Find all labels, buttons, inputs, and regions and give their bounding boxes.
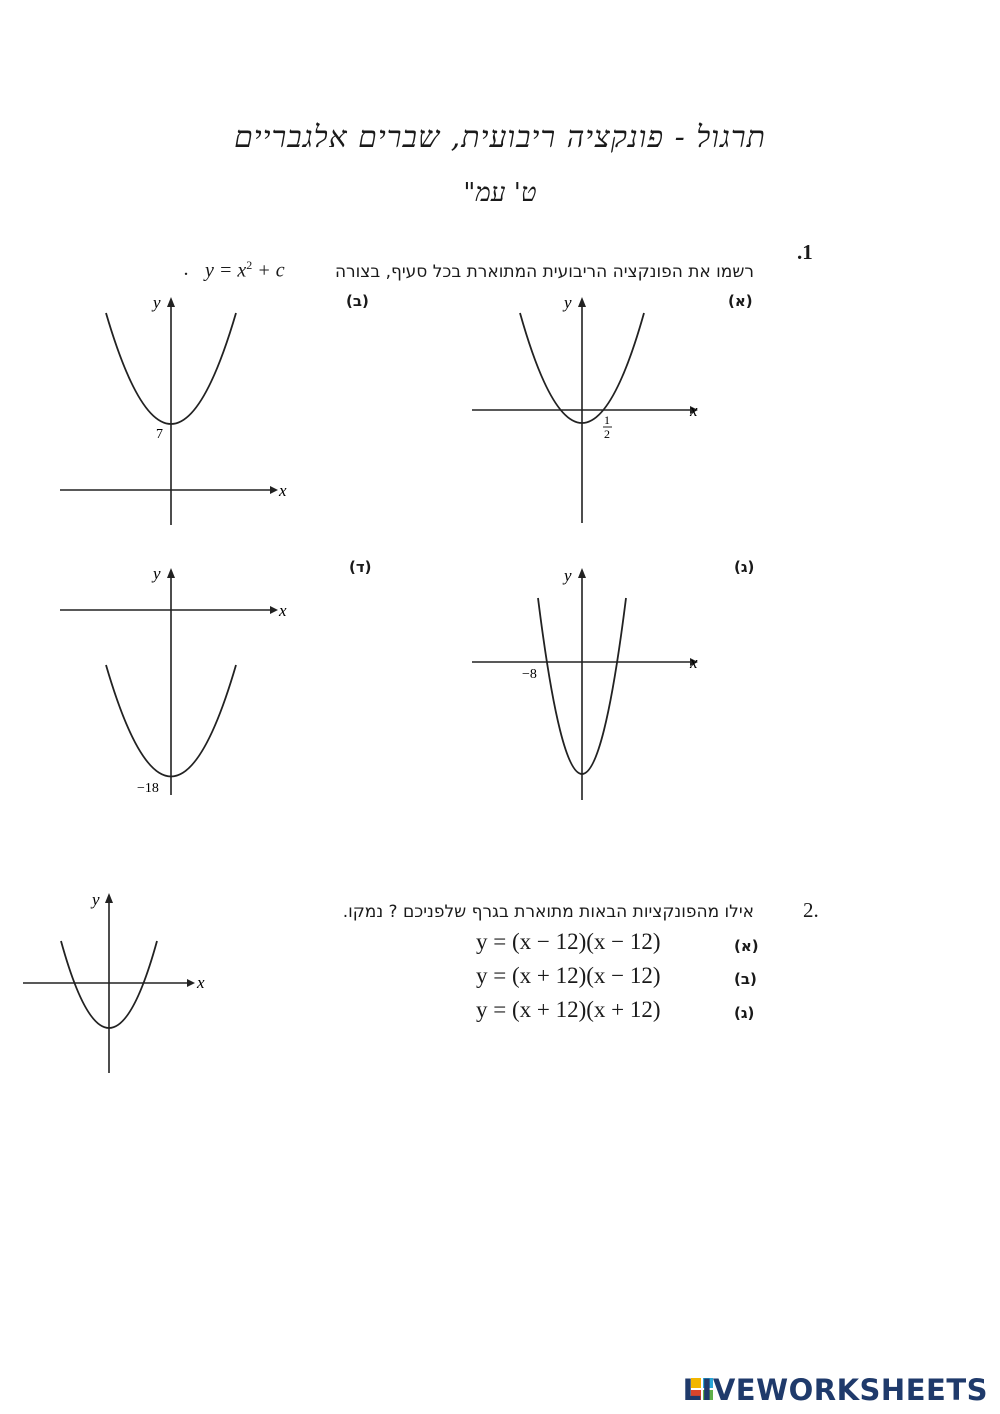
- question-1-text: רשמו את הפונקציה הריבועית המתוארת בכל סעיף, בצורה: [334, 262, 754, 282]
- question-2-text: אילו מהפונקציות הבאות מתוארת בגרף שלפניכם ? נמקו.: [342, 902, 754, 922]
- question-1-end-dot: .: [184, 258, 189, 280]
- graph-part-c: [460, 560, 720, 805]
- graph-part-a: [460, 285, 720, 535]
- part-c-label: (ג): [734, 558, 755, 576]
- y-axis-label: y: [153, 293, 161, 312]
- x-axis-label: x: [690, 653, 698, 672]
- option-b-equation: y = (x + 12)(x − 12): [476, 963, 661, 988]
- y-axis-arrow: [167, 568, 175, 578]
- y-axis-label: y: [153, 564, 161, 583]
- option-a-equation: y = (x − 12)(x − 12): [476, 929, 661, 954]
- x-axis-label: x: [197, 973, 205, 992]
- y-axis-arrow: [578, 568, 586, 578]
- worksheet-subtitle: ט' עמ": [463, 178, 537, 208]
- question-1-formula: $y = x^2 + c$: [205, 258, 285, 282]
- vertex-label: −18: [137, 781, 159, 796]
- x-axis-label: x: [690, 401, 698, 420]
- y-axis-arrow: [578, 297, 586, 307]
- x-axis-arrow: [270, 486, 278, 494]
- part-b-label: (ב): [346, 292, 369, 310]
- liveworksheets-brand: LIVEWORKSHEETS: [682, 1373, 988, 1407]
- option-c-label: (ג): [734, 1004, 755, 1022]
- root-label-numerator: 1: [604, 413, 610, 427]
- graph-part-b: [50, 285, 310, 535]
- y-axis-arrow: [167, 297, 175, 307]
- part-d-label: (ד): [349, 558, 372, 576]
- y-axis-arrow: [105, 893, 113, 903]
- question-2-number: 2.: [803, 898, 819, 922]
- y-axis-label: y: [564, 293, 572, 312]
- option-c-equation: y = (x + 12)(x + 12): [476, 997, 661, 1022]
- x-axis-label: x: [279, 601, 287, 620]
- x-axis-arrow: [270, 606, 278, 614]
- graph-part-d: [50, 560, 310, 805]
- x-axis-arrow: [187, 979, 195, 987]
- intercept-label: −8: [522, 667, 537, 682]
- y-axis-label: y: [92, 890, 100, 909]
- root-label-denominator: 2: [604, 427, 610, 441]
- y-axis-label: y: [564, 566, 572, 585]
- intercept-label: 7: [156, 427, 163, 442]
- x-axis-label: x: [279, 481, 287, 500]
- worksheet-title: תרגול - פונקציה ריבועית, שברים אלגבריים: [234, 120, 766, 155]
- option-b-label: (ב): [734, 970, 757, 988]
- option-a-label: (א): [734, 937, 759, 955]
- part-a-label: (א): [728, 292, 753, 310]
- graph-question-2: [15, 885, 225, 1080]
- question-1-number: .1: [797, 240, 813, 264]
